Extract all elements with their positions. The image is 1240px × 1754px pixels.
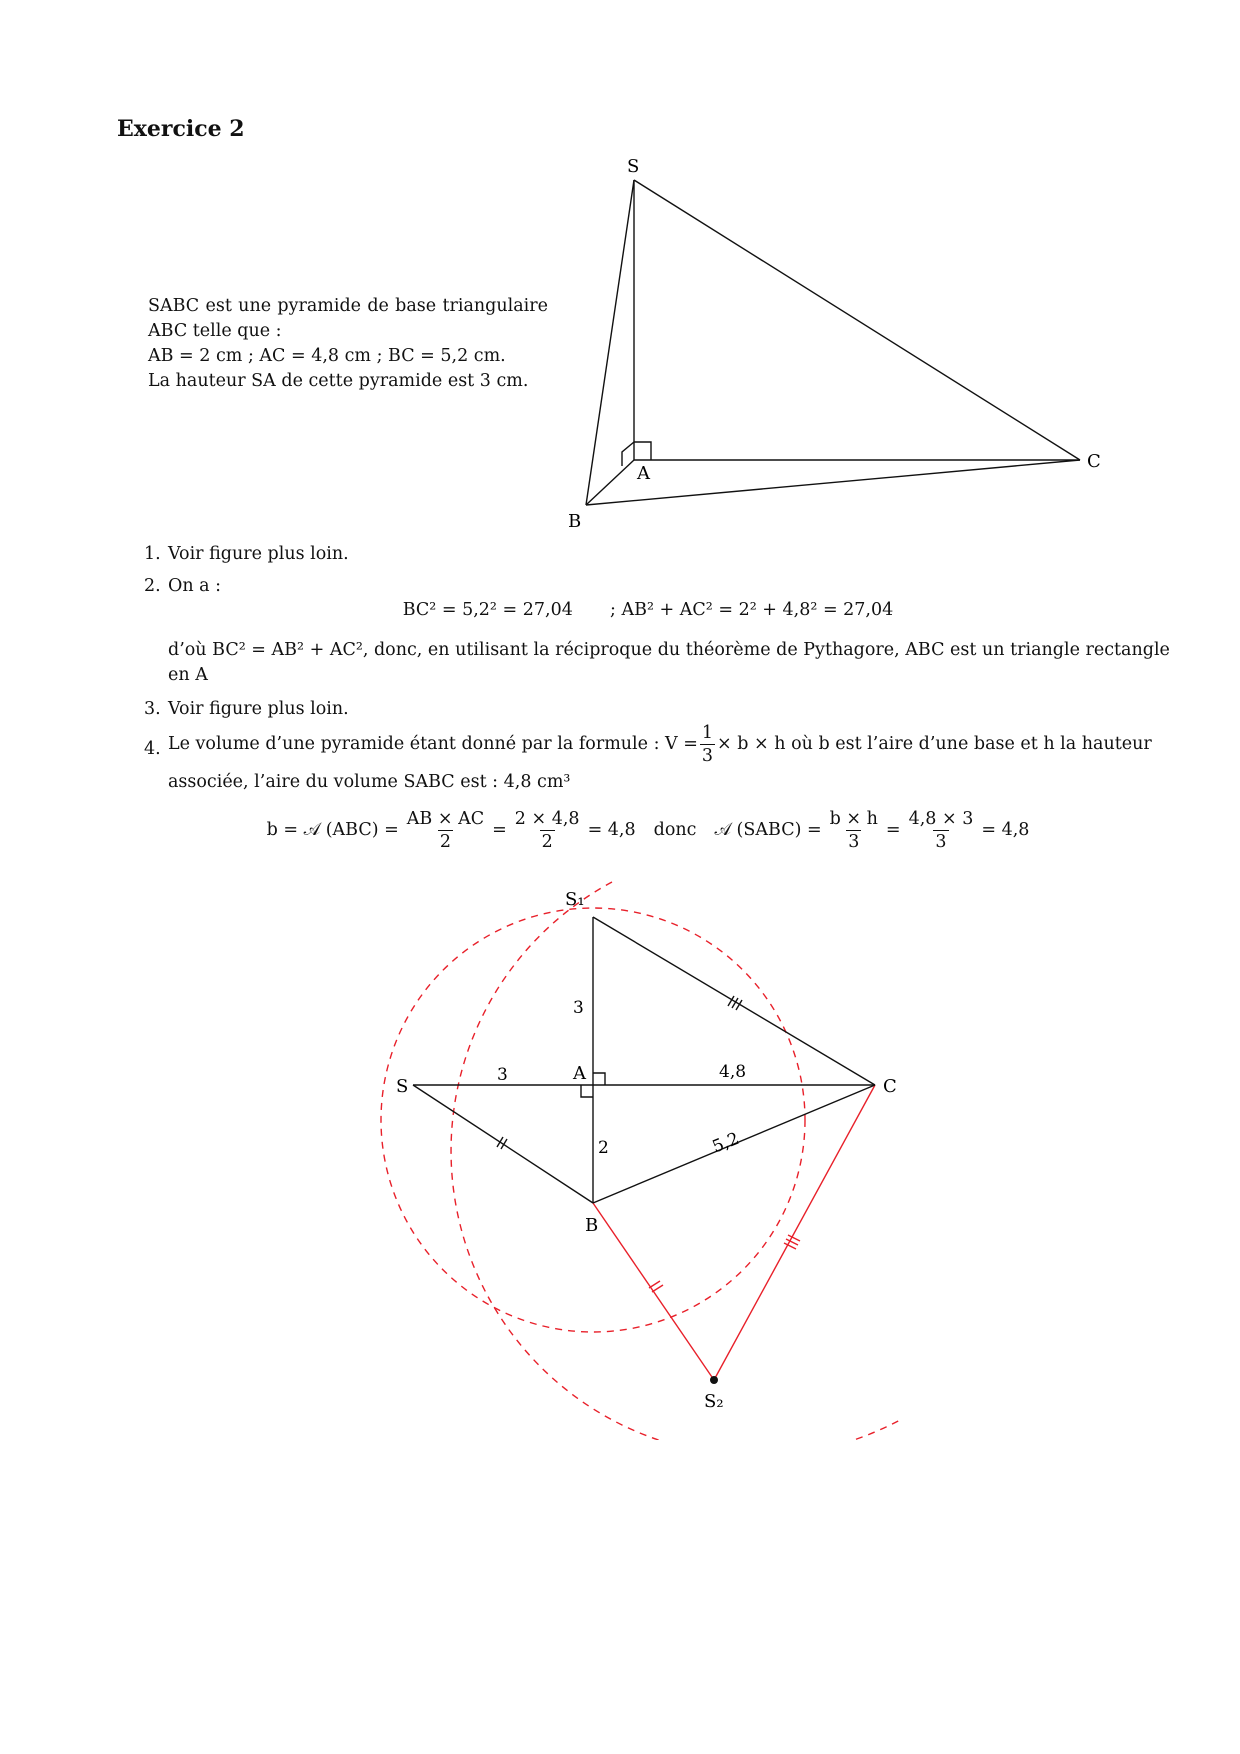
label-S1: S₁ bbox=[565, 889, 585, 910]
length-BC: 5,2 bbox=[709, 1128, 743, 1158]
statement-line: AB = 2 cm ; AC = 4,8 cm ; BC = 5,2 cm. bbox=[148, 346, 506, 366]
exercise-title: Exercice 2 bbox=[117, 116, 245, 142]
label-A: A bbox=[573, 1063, 586, 1084]
length-AS1: 3 bbox=[573, 998, 584, 1018]
volume-calculation: b = 𝒜 (ABC) = $\frac{AB \times AC}{2}$ = $\frac{2 \times 4,8}{2}$ = 4,8 donc 𝒜 (SABC) = $\frac{b \times h}{3}$ = $\frac{4,8 \times 3}{3}$ = 4,8 bbox=[266, 809, 1030, 852]
label-A: A bbox=[637, 463, 650, 484]
tick-mark bbox=[652, 1285, 663, 1292]
conclusion-text: en A bbox=[168, 665, 208, 685]
statement-line: SABC est une pyramide de base triangulaire bbox=[148, 296, 548, 316]
tick-mark bbox=[497, 1137, 503, 1147]
right-angle-mark bbox=[581, 1085, 593, 1097]
right-angle-mark bbox=[634, 442, 651, 460]
label-C: C bbox=[1087, 451, 1101, 472]
pythagoras-equation bbox=[168, 598, 1128, 623]
volume-formula-line: Le volume d’une pyramide étant donné par la formule : V = $\frac{1}{3}$ × b × h où b est l’aire d’une base et h la hauteur bbox=[168, 723, 1152, 766]
edge-BC bbox=[586, 460, 1080, 505]
length-SA: 3 bbox=[497, 1065, 508, 1085]
pyramid-figure bbox=[0, 0, 1240, 560]
conclusion-text: d’où BC² = AB² + AC², donc, en utilisant la réciproque du théorème de Pythagore, ABC est un triangle rectangle bbox=[168, 640, 1170, 660]
question-number: 2. bbox=[144, 576, 161, 596]
length-AB: 2 bbox=[598, 1138, 609, 1158]
answer-text: Voir figure plus loin. bbox=[168, 699, 349, 719]
label-B: B bbox=[585, 1215, 599, 1236]
equation-bc: BC² = 5,2² = 27,04 bbox=[402, 600, 573, 620]
label-S2: S₂ bbox=[704, 1391, 724, 1412]
edge-AB bbox=[586, 460, 634, 505]
label-C: C bbox=[883, 1076, 897, 1097]
length-AC: 4,8 bbox=[719, 1062, 747, 1082]
answer-text: Voir figure plus loin. bbox=[168, 544, 349, 564]
edge-SC bbox=[634, 180, 1080, 460]
answer-text: On a : bbox=[168, 576, 222, 596]
edge-S1C bbox=[593, 917, 875, 1085]
question-number: 4. bbox=[144, 739, 161, 759]
answer-text: associée, l’aire du volume SABC est : 4,8 cm³ bbox=[168, 772, 571, 792]
right-angle-mark bbox=[593, 1073, 605, 1085]
statement-line: ABC telle que : bbox=[148, 321, 282, 341]
edge-SB bbox=[413, 1085, 593, 1203]
label-S: S bbox=[396, 1076, 409, 1097]
edge-SB bbox=[586, 180, 634, 505]
question-number: 3. bbox=[144, 699, 161, 719]
label-B: B bbox=[568, 511, 582, 532]
equation-ab-ac: ; AB² + AC² = 2² + 4,8² = 27,04 bbox=[610, 600, 894, 620]
question-number: 1. bbox=[144, 544, 161, 564]
label-S: S bbox=[627, 156, 640, 177]
fraction-one-third: $\frac{1}{3}$ bbox=[701, 723, 714, 766]
net-construction-figure bbox=[0, 860, 1240, 1440]
problem-statement bbox=[148, 294, 548, 394]
point-S2 bbox=[710, 1376, 718, 1384]
edge-CS2 bbox=[714, 1085, 875, 1380]
statement-line: La hauteur SA de cette pyramide est 3 cm. bbox=[148, 371, 529, 391]
tick-mark bbox=[649, 1281, 660, 1288]
